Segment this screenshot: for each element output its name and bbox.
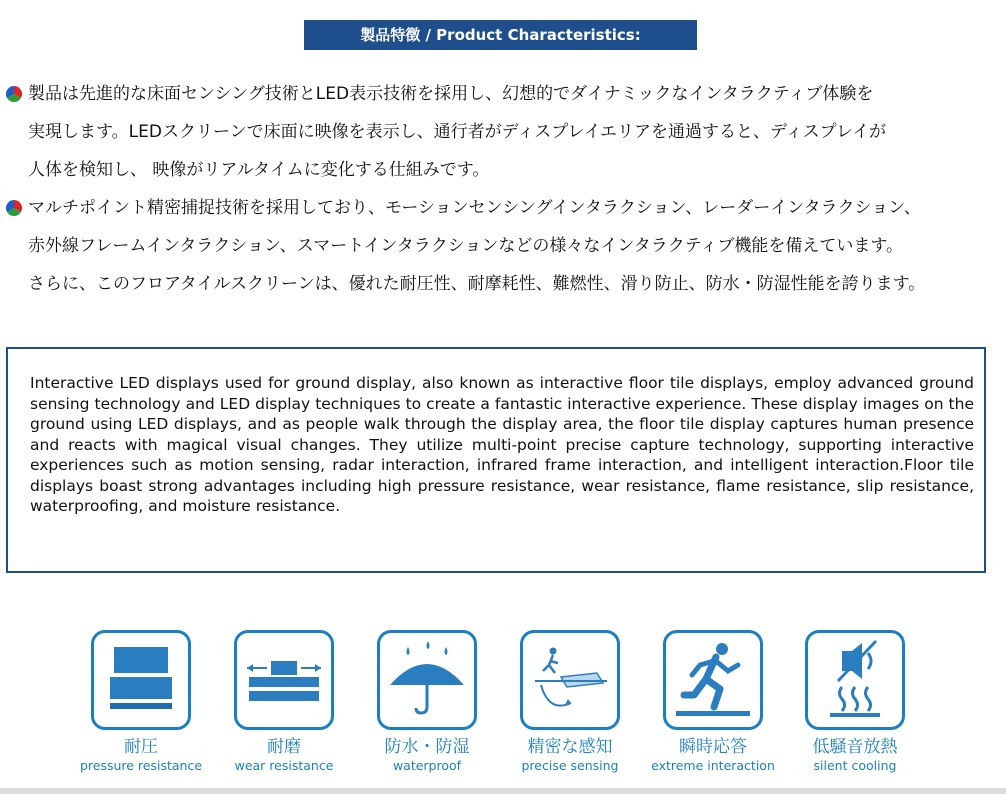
bullet-2-line-3: さらに、このフロアタイルスクリーンは、優れた耐圧性、耐摩耗性、難燃性、滑り防止、防水・防湿性能を誇ります。 [28, 274, 926, 294]
section-title: 製品特徴 / Product Characteristics: [304, 20, 697, 50]
bullet-2-line-1: マルチポイント精密捕捉技術を採用しており、モーションセンシングインタラクション、レーダーインタラクション、 [28, 198, 921, 218]
bullet-1-line-3: 人体を検知し、 映像がリアルタイムに変化する仕組みです。 [28, 160, 490, 180]
feature-label-ja: 瞬時応答 [679, 737, 747, 757]
umbrella-icon [377, 630, 477, 730]
feature-wear [213, 630, 355, 774]
feature-waterproof [356, 630, 498, 774]
sensing-icon [520, 630, 620, 730]
feature-label-en: precise sensing [521, 758, 619, 773]
feature-extreme-interaction [642, 630, 784, 774]
english-description-box [6, 347, 986, 573]
bullet-dot-icon [6, 86, 22, 102]
silent-heat-icon [805, 630, 905, 730]
feature-label-ja: 耐磨 [267, 737, 301, 757]
feature-precise-sensing [499, 630, 641, 774]
bullet-1-line-1: 製品は先進的な床面センシング技術とLED表示技術を採用し、幻想的でダイナミックなインタラクティブ体験を [28, 84, 874, 104]
feature-label-en: waterproof [392, 758, 462, 773]
feature-label-en: extreme interaction [651, 758, 775, 773]
running-person-icon [663, 630, 763, 730]
pressure-icon [91, 630, 191, 730]
feature-label-en: silent cooling [813, 758, 897, 773]
feature-label-ja: 精密な感知 [527, 737, 613, 757]
bullet-dot-icon [6, 200, 22, 216]
feature-label-en: pressure resistance [79, 758, 203, 773]
english-description: Interactive LED displays used for ground display, also known as interactive floor tile displays, employ advanced ground sensing technology and LED display techniques to create a fantastic interactive experience. These display images on the ground using LED displays, and as people walk through the display area, the floor tile display captures human presence and reacts with magical visual changes. They utilize multi-point precise capture technology, supporting interactive experiences such as motion sensing, radar interaction, infrared frame interaction, and intelligent interaction.Floor tile displays boast strong advantages including high pressure resistance, wear resistance, flame resistance, slip resistance, waterproofing, and moisture resistance. [30, 374, 974, 515]
feature-label-ja: 低騒音放熱 [812, 737, 898, 757]
bottom-divider [0, 788, 1006, 794]
wear-icon [234, 630, 334, 730]
bullet-2-line-2: 赤外線フレームインタラクション、スマートインタラクションなどの様々なインタラクティブ機能を備えています。 [28, 236, 903, 256]
feature-label-ja: 防水・防湿 [384, 737, 470, 757]
feature-label-ja: 耐圧 [124, 737, 158, 757]
feature-label-en: wear resistance [234, 758, 334, 773]
feature-silent-cooling [784, 630, 926, 774]
bullet-1-line-2: 実現します。LEDスクリーンで床面に映像を表示し、通行者がディスプレイエリアを通過すると、ディスプレイが [28, 122, 887, 142]
feature-pressure [70, 630, 212, 774]
